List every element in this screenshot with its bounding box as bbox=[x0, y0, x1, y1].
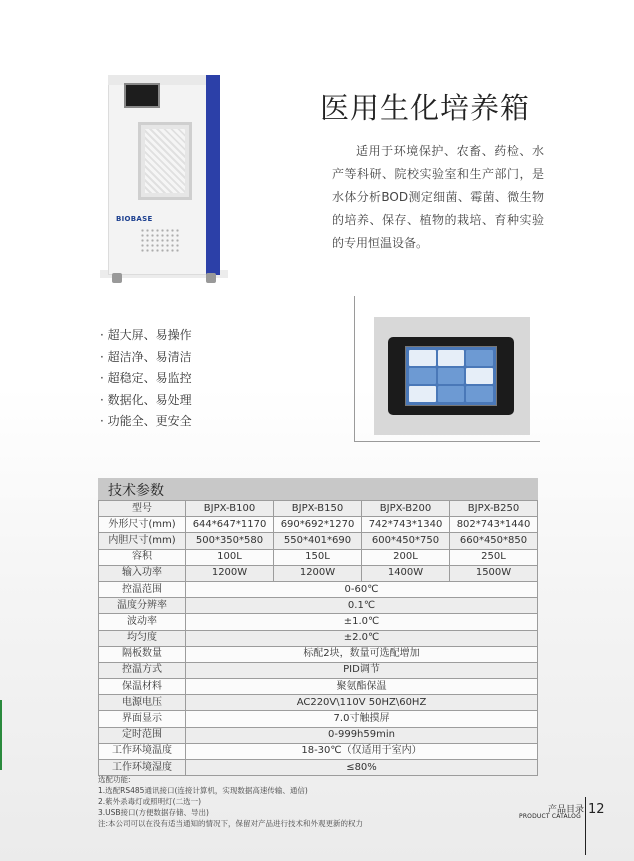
feature-item: · 功能全、更安全 bbox=[100, 414, 192, 428]
spec-label: 界面显示 bbox=[99, 711, 186, 727]
spec-value: ≤80% bbox=[186, 760, 538, 776]
spec-value: 1500W bbox=[450, 565, 538, 581]
feature-list bbox=[100, 325, 192, 433]
photo-frame-line bbox=[354, 441, 540, 442]
spec-value: 0-999h59min bbox=[186, 727, 538, 743]
cabinet-foot bbox=[112, 273, 122, 283]
spec-row bbox=[99, 598, 538, 614]
spec-value: 标配2块，数量可选配增加 bbox=[186, 646, 538, 662]
photo-frame-line bbox=[354, 296, 355, 442]
note-line: 1.选配RS485通讯接口(连接计算机，实现数据高速传输、通信) bbox=[98, 786, 308, 795]
spec-row bbox=[99, 581, 538, 597]
page-title: 医用生化培养箱 bbox=[320, 91, 531, 125]
feature-item: · 超洁净、易清洁 bbox=[100, 349, 192, 364]
spec-value: 150L bbox=[274, 549, 362, 565]
touchscreen-display bbox=[405, 346, 497, 406]
cabinet-screen bbox=[124, 83, 160, 108]
spec-value: 1200W bbox=[274, 565, 362, 581]
note-line: 3.USB接口(方便数据存储、导出) bbox=[98, 808, 209, 817]
spec-row bbox=[99, 711, 538, 727]
spec-label: 保温材料 bbox=[99, 679, 186, 695]
spec-row bbox=[99, 646, 538, 662]
cabinet-side-panel bbox=[206, 75, 220, 275]
cabinet-window bbox=[138, 122, 192, 200]
spec-label: 外形尺寸(mm) bbox=[99, 517, 186, 533]
page-number: 12 bbox=[588, 802, 605, 817]
spec-value: 600*450*750 bbox=[362, 533, 450, 549]
spec-value: 550*401*690 bbox=[274, 533, 362, 549]
spec-value: 250L bbox=[450, 549, 538, 565]
spec-title: 技术参数 bbox=[108, 483, 164, 499]
spec-value: ±1.0℃ bbox=[186, 614, 538, 630]
spec-row bbox=[99, 630, 538, 646]
spec-label: 均匀度 bbox=[99, 630, 186, 646]
spec-label: 控温范围 bbox=[99, 581, 186, 597]
spec-label: 隔板数量 bbox=[99, 646, 186, 662]
spec-label: 内胆尺寸(mm) bbox=[99, 533, 186, 549]
spec-value: 200L bbox=[362, 549, 450, 565]
spec-label: 容积 bbox=[99, 549, 186, 565]
brand-logo: BIOBASE bbox=[116, 215, 153, 223]
spec-label: 输入功率 bbox=[99, 565, 186, 581]
cabinet-vent-grill bbox=[140, 228, 180, 252]
spec-value: BJPX-B100 bbox=[186, 501, 274, 517]
spec-value: 690*692*1270 bbox=[274, 517, 362, 533]
spec-value: ±2.0℃ bbox=[186, 630, 538, 646]
feature-item: · 数据化、易处理 bbox=[100, 392, 192, 407]
spec-value: BJPX-B150 bbox=[274, 501, 362, 517]
spec-row bbox=[99, 501, 538, 517]
spec-label: 工作环境湿度 bbox=[99, 760, 186, 776]
spec-value: BJPX-B200 bbox=[362, 501, 450, 517]
spec-value: 18-30℃（仅适用于室内） bbox=[186, 743, 538, 759]
catalog-label-en: PRODUCT CATALOG bbox=[519, 813, 581, 820]
spec-value: 0.1℃ bbox=[186, 598, 538, 614]
feature-item: · 超大屏、易操作 bbox=[100, 328, 192, 342]
spec-header-bar bbox=[98, 478, 538, 500]
spec-row bbox=[99, 743, 538, 759]
spec-label: 温度分辨率 bbox=[99, 598, 186, 614]
spec-row bbox=[99, 517, 538, 533]
spec-value: 742*743*1340 bbox=[362, 517, 450, 533]
spec-value: 0-60℃ bbox=[186, 581, 538, 597]
spec-value: 100L bbox=[186, 549, 274, 565]
spec-value: 1200W bbox=[186, 565, 274, 581]
spec-label: 工作环境温度 bbox=[99, 743, 186, 759]
spec-value: PID调节 bbox=[186, 662, 538, 678]
spec-row bbox=[99, 549, 538, 565]
note-line: 注:本公司可以在没有适当通知的情况下，保留对产品进行技术和外观更新的权力 bbox=[98, 819, 364, 828]
note-line: 2.紫外杀毒灯或照明灯(二选一) bbox=[98, 797, 202, 806]
spec-row bbox=[99, 679, 538, 695]
spec-label: 电源电压 bbox=[99, 695, 186, 711]
spec-value: 500*350*580 bbox=[186, 533, 274, 549]
cabinet-foot bbox=[206, 273, 216, 283]
spec-value: AC220V\110V 50HZ\60HZ bbox=[186, 695, 538, 711]
spec-value: 7.0寸触摸屏 bbox=[186, 711, 538, 727]
spec-row bbox=[99, 695, 538, 711]
spec-row bbox=[99, 662, 538, 678]
spec-label: 波动率 bbox=[99, 614, 186, 630]
spec-row bbox=[99, 727, 538, 743]
page-edge-accent bbox=[0, 700, 2, 770]
spec-label: 型号 bbox=[99, 501, 186, 517]
spec-value: BJPX-B250 bbox=[450, 501, 538, 517]
footer-divider bbox=[585, 797, 586, 855]
spec-value: 644*647*1170 bbox=[186, 517, 274, 533]
spec-row bbox=[99, 614, 538, 630]
spec-row bbox=[99, 533, 538, 549]
feature-item: · 超稳定、易监控 bbox=[100, 371, 192, 385]
spec-value: 聚氨酯保温 bbox=[186, 679, 538, 695]
note-line: 选配功能: bbox=[98, 775, 131, 784]
spec-row bbox=[99, 565, 538, 581]
spec-table bbox=[98, 500, 538, 776]
spec-value: 802*743*1440 bbox=[450, 517, 538, 533]
catalog-label: 产品目录 bbox=[548, 805, 585, 815]
spec-value: 1400W bbox=[362, 565, 450, 581]
spec-label: 定时范围 bbox=[99, 727, 186, 743]
spec-value: 660*450*850 bbox=[450, 533, 538, 549]
spec-label: 控温方式 bbox=[99, 662, 186, 678]
product-description: 适用于环境保护、农畜、药检、水产等科研、院校实验室和生产部门，是水体分析BOD测定细菌、霉菌、微生物的培养、保存、植物的栽培、育种实验的专用恒温设备。 bbox=[332, 144, 544, 250]
notes bbox=[98, 774, 363, 829]
